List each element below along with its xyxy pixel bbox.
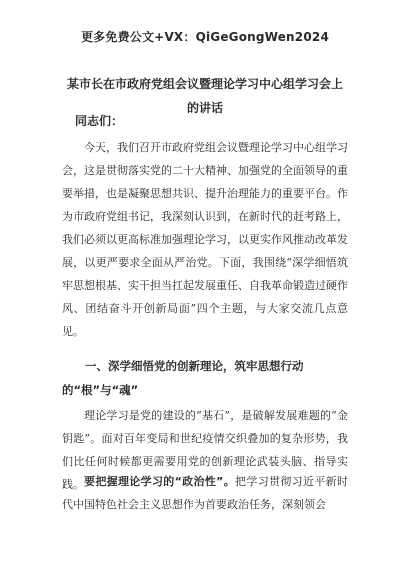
intro-paragraph: 今天，我们召开市政府党组会议暨理论学习中心组学习会，这是贯彻落实党的二十大精神、加强党的全面领导的重要举措，也是凝聚思想共识、提升治理能力的重要平台。作为市政府党组书记，我深刻认识到，在新时代的赶考路上，我们必须以更高标准加强理论学习，以更实作风推动改革发展，以更严要求全面从严治党。下面，我围绕“深学细悟筑牢思想根基、实干担当扛起发展重任、自我革命锻造过硬作风、团结奋斗开创新局面”四个主题，与大家交流几点意见。 bbox=[62, 141, 348, 338]
header-watermark-text: 更多免费公文+VX：QiGeGongWen2024 bbox=[80, 30, 329, 44]
section1-paragraph-2 bbox=[62, 470, 348, 516]
document-title: 某市长在市政府党组会议暨理论学习中心组学习会上的讲话 bbox=[66, 77, 343, 115]
salutation: 同志们： bbox=[75, 114, 124, 128]
paragraph-lead-sentence: 要把握理论学习的“政治性”。 bbox=[84, 475, 236, 488]
section-heading-1: 一、深学细悟党的创新理论，筑牢思想行动的“根”与“魂” bbox=[62, 359, 304, 397]
paragraph-body-text: 把学习贯彻习近平新时代中国特色社会主义思想作为首要政治任务，深刻领会 bbox=[62, 475, 348, 511]
section1-paragraph-1: 理论学习是党的建设的“基石”，是破解发展难题的“金钥匙”。面对百年变局和世纪疫情交织叠加的复杂形势，我们比任何时候都更需要用党的创新理论武装头脑、指导实践。 bbox=[62, 409, 348, 491]
